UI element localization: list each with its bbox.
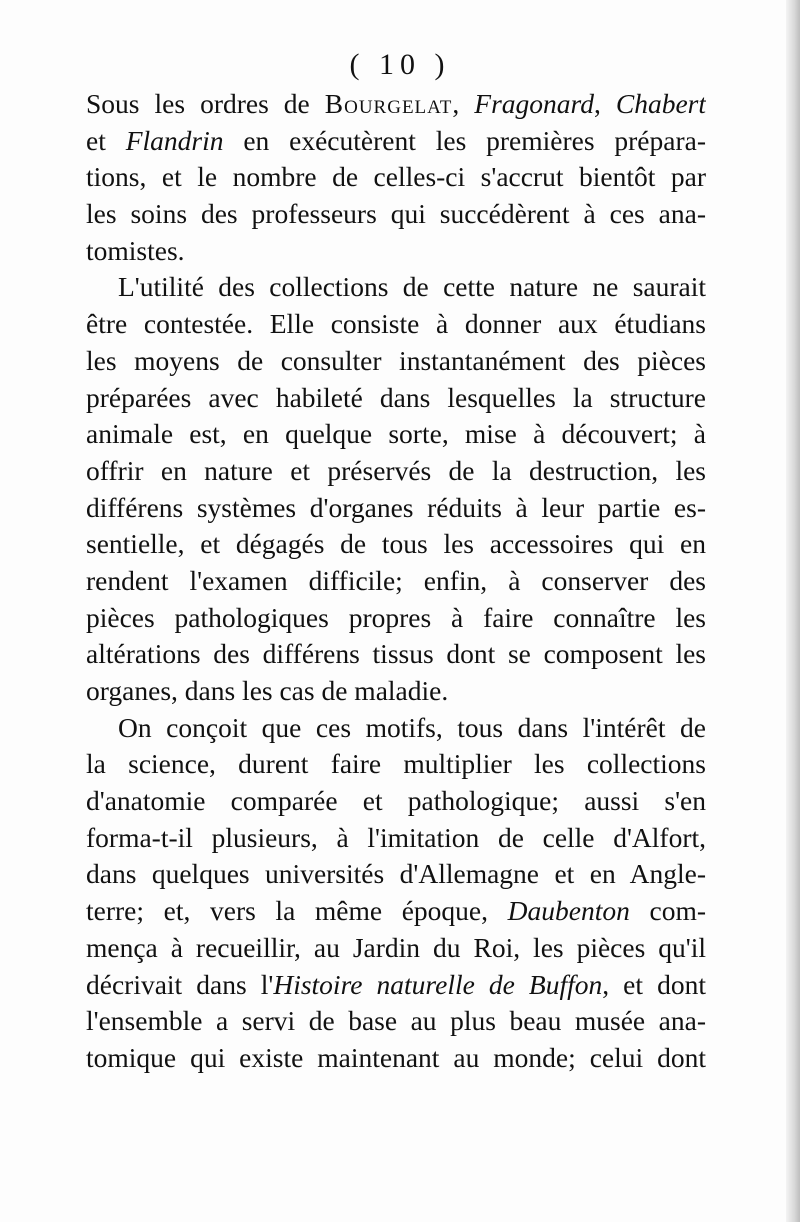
text-segment: On conçoit que ces motifs, tous dans l'intérêt de (118, 711, 706, 743)
paragraph (86, 86, 706, 269)
text-line (86, 820, 706, 857)
text-line (86, 856, 706, 893)
page-number: ( 10 ) (349, 48, 451, 81)
text-line (86, 1040, 706, 1077)
paragraph (86, 710, 706, 1077)
text-line (86, 710, 706, 747)
text-line (86, 233, 706, 270)
text-segment: d'anatomie comparée et pathologique; aussi s'en (86, 785, 706, 817)
text-segment: la science, durent faire multiplier les collections (86, 748, 706, 780)
text-segment: , (593, 88, 616, 119)
text-segment: Sous les ordres de (86, 88, 325, 119)
text-segment: les moyens de consulter instantanément des pièces (86, 344, 706, 376)
text-segment: en exécutèrent les premières prépara- (223, 124, 706, 156)
text-segment: organes, dans les cas de maladie. (86, 675, 449, 706)
text-segment: , (452, 88, 475, 119)
text-line (86, 269, 706, 306)
text-line (86, 967, 706, 1004)
text-segment: Histoire naturelle de Buffon (273, 968, 603, 1000)
text-line (86, 453, 706, 490)
text-line (86, 123, 706, 160)
text-segment: les soins des professeurs qui succédèrent à ces ana- (86, 198, 706, 230)
text-line (86, 563, 706, 600)
text-segment: préparées avec habileté dans lesquelles la structure (86, 381, 706, 413)
text-segment: animale est, en quelque sorte, mise à découvert; à (86, 418, 706, 450)
text-line (86, 673, 706, 710)
text-segment: décrivait dans l' (86, 968, 274, 1000)
text-segment: Bourgelat (324, 88, 453, 119)
text-line (86, 306, 706, 343)
text-segment: mença à recueillir, au Jardin du Roi, les pièces qu'il (86, 931, 706, 963)
text-line (86, 600, 706, 637)
text-segment: Chabert (615, 88, 706, 119)
text-segment: L'utilité des collections de cette nature ne saurait (118, 271, 706, 303)
text-line (86, 380, 706, 417)
text-segment: tions, et le nombre de celles-ci s'accrut bientôt par (86, 161, 706, 193)
text-segment: tomique qui existe maintenant au monde; celui dont (86, 1041, 706, 1073)
text-segment: être contestée. Elle consiste à donner aux étudians (86, 308, 706, 340)
text-segment: offrir en nature et préservés de la destruction, les (86, 454, 706, 486)
text-segment: l'ensemble a servi de base au plus beau musée ana- (86, 1005, 706, 1037)
text-line (86, 1003, 706, 1040)
paragraph (86, 269, 706, 709)
text-line (86, 416, 706, 453)
text-segment: pièces pathologiques propres à faire connaître les (86, 601, 706, 633)
body-text (86, 86, 706, 1077)
text-segment: et (86, 124, 126, 156)
text-segment: rendent l'examen difficile; enfin, à conserver des (86, 564, 706, 596)
text-segment: altérations des différens tissus dont se composent les (86, 638, 706, 670)
text-segment: , et dont (602, 968, 706, 1000)
text-segment: terre; et, vers la même époque, (86, 895, 508, 927)
text-segment: sentielle, et dégagés de tous les accessoires qui en (86, 528, 706, 560)
text-line (86, 930, 706, 967)
text-segment: tomistes. (86, 234, 185, 266)
text-segment: dans quelques universités d'Allemagne et en Angle- (86, 858, 706, 890)
text-line (86, 526, 706, 563)
text-segment: Daubenton (507, 895, 630, 927)
text-line (86, 159, 706, 196)
page-edge-shadow (786, 0, 800, 1222)
text-line (86, 636, 706, 673)
text-segment: forma-t-il plusieurs, à l'imitation de celle d'Alfort, (86, 821, 706, 853)
text-segment: différens systèmes d'organes réduits à leur partie es- (86, 491, 706, 523)
text-segment: Flandrin (125, 124, 224, 156)
text-line (86, 196, 706, 233)
text-segment: Fragonard (474, 88, 594, 119)
text-line (86, 746, 706, 783)
text-line (86, 343, 706, 380)
text-line (86, 86, 706, 123)
text-segment: com- (629, 895, 706, 927)
text-line (86, 490, 706, 527)
text-line (86, 783, 706, 820)
text-line (86, 893, 706, 930)
